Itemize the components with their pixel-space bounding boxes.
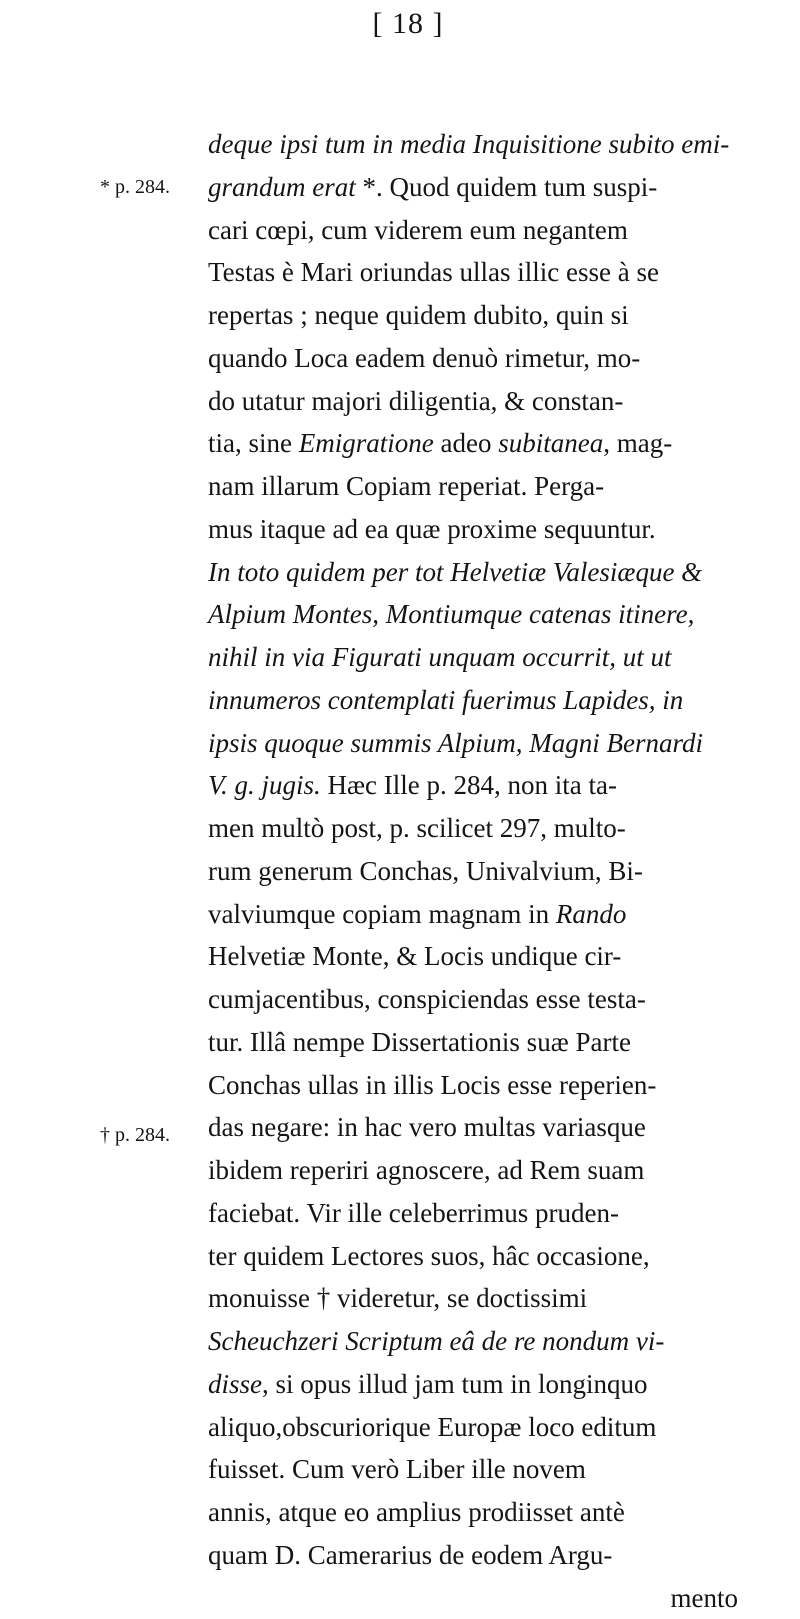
text-span: nam illarum Copiam reperiat. Perga-	[208, 471, 604, 501]
text-span: rum generum Conchas, Univalvium, Bi-	[208, 856, 643, 886]
text-line	[208, 850, 738, 893]
text-span: adeo	[434, 428, 498, 458]
text-span: aliquo,obscuriorique Europæ loco editum	[208, 1412, 656, 1442]
text-line	[208, 807, 738, 850]
text-line	[208, 508, 738, 551]
text-line	[208, 337, 738, 380]
text-span: *. Quod quidem tum suspi-	[356, 172, 658, 202]
italic-span: Rando	[556, 899, 627, 929]
text-span: cari cœpi, cum viderem eum negantem	[208, 215, 628, 245]
text-span: mus itaque ad ea quæ proxime sequuntur.	[208, 514, 656, 544]
text-line	[208, 764, 738, 807]
text-line	[208, 1406, 738, 1449]
text-line	[208, 422, 738, 465]
text-line	[208, 679, 738, 722]
text-span: quando Loca eadem denuò rimetur, mo-	[208, 343, 640, 373]
italic-span: subitanea	[498, 428, 603, 458]
text-line	[208, 722, 738, 765]
italic-span: grandum erat	[208, 172, 356, 202]
text-line	[208, 1149, 738, 1192]
margin-reference-1: * p. 284.	[100, 173, 170, 201]
text-span: quam D. Camerarius de eodem Argu-	[208, 1540, 612, 1570]
text-span: mento	[671, 1583, 739, 1613]
italic-span: innumeros contemplati fuerimus Lapides, in	[208, 685, 683, 715]
text-line	[208, 893, 738, 936]
italic-span: disse	[208, 1369, 262, 1399]
text-line	[208, 251, 738, 294]
text-span: , si opus illud jam tum in longinquo	[262, 1369, 648, 1399]
text-line	[208, 1448, 738, 1491]
text-line	[208, 1534, 738, 1577]
text-span: fuisset. Cum verò Liber ille novem	[208, 1454, 586, 1484]
italic-span: Emigratione	[299, 428, 434, 458]
text-span: men multò post, p. scilicet 297, multo-	[208, 813, 626, 843]
text-span: Helvetiæ Monte, & Locis undique cir-	[208, 941, 621, 971]
text-line	[208, 636, 738, 679]
text-span: ter quidem Lectores suos, hâc occasione,	[208, 1241, 650, 1271]
text-line	[208, 1192, 738, 1235]
text-span: , mag-	[603, 428, 672, 458]
italic-span: In toto quidem per tot Helvetiæ Valesiæque &	[208, 557, 702, 587]
text-line	[208, 209, 738, 252]
text-span: tur. Illâ nempe Dissertationis suæ Parte	[208, 1027, 631, 1057]
italic-span: nihil in via Figurati unquam occurrit, ut ut	[208, 642, 671, 672]
text-line	[208, 1277, 738, 1320]
text-line	[208, 294, 738, 337]
text-line	[208, 1363, 738, 1406]
italic-span: Scheuchzeri Scriptum eâ de re nondum vi-	[208, 1326, 664, 1356]
text-span: cumjacentibus, conspiciendas esse testa-	[208, 984, 646, 1014]
text-span: repertas ; neque quidem dubito, quin si	[208, 300, 629, 330]
text-span: Hæc Ille p. 284, non ita ta-	[321, 770, 617, 800]
text-span: das negare: in hac vero multas variasque	[208, 1112, 646, 1142]
text-span: ibidem reperiri agnoscere, ad Rem suam	[208, 1155, 644, 1185]
text-line	[208, 465, 738, 508]
text-span: monuisse † videretur, se doctissimi	[208, 1283, 587, 1313]
text-line	[208, 1064, 738, 1107]
page-number: [ 18 ]	[372, 4, 444, 44]
text-line	[208, 593, 738, 636]
text-span: tia, sine	[208, 428, 299, 458]
text-line	[208, 166, 738, 209]
body-text	[208, 123, 738, 1619]
text-line	[208, 551, 738, 594]
text-span: do utatur majori diligentia, & constan-	[208, 386, 623, 416]
text-line	[208, 935, 738, 978]
italic-span: Alpium Montes, Montiumque catenas itinere,	[208, 599, 694, 629]
text-line	[208, 1577, 738, 1619]
margin-reference-2: † p. 284.	[100, 1121, 170, 1149]
text-line	[208, 1235, 738, 1278]
text-line	[208, 978, 738, 1021]
text-span: faciebat. Vir ille celeberrimus pruden-	[208, 1198, 619, 1228]
text-span: annis, atque eo amplius prodiisset antè	[208, 1497, 625, 1527]
text-span: Testas è Mari oriundas ullas illic esse à se	[208, 257, 659, 287]
italic-span: deque ipsi tum in media Inquisitione subito emi-	[208, 129, 729, 159]
italic-span: V. g. jugis.	[208, 770, 321, 800]
text-span: Conchas ullas in illis Locis esse reperien-	[208, 1070, 656, 1100]
text-span: valviumque copiam magnam in	[208, 899, 556, 929]
text-line	[208, 1106, 738, 1149]
italic-span: ipsis quoque summis Alpium, Magni Bernardi	[208, 728, 703, 758]
text-line	[208, 123, 738, 166]
text-line	[208, 380, 738, 423]
text-line	[208, 1021, 738, 1064]
text-line	[208, 1320, 738, 1363]
text-line	[208, 1491, 738, 1534]
